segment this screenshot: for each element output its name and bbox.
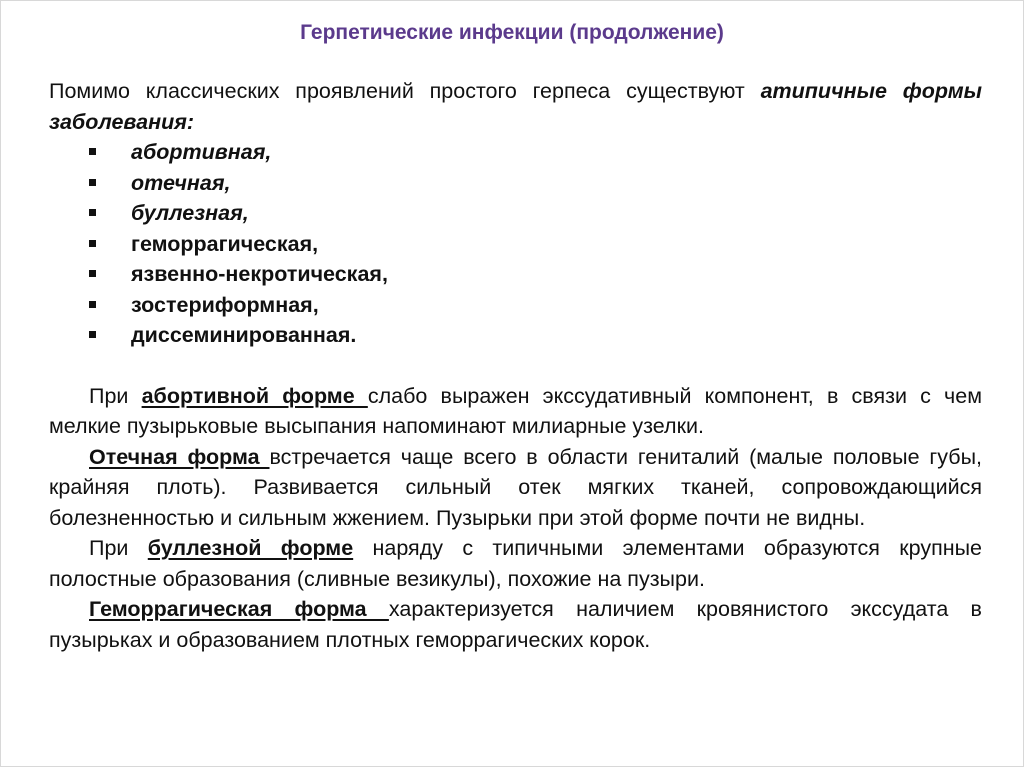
atypical-forms-list: [49, 137, 982, 351]
square-bullet-icon: [89, 301, 96, 308]
list-item: [49, 259, 982, 290]
spacer: [49, 351, 982, 381]
paragraph-lead: При: [89, 536, 148, 560]
list-item-label: буллезная,: [131, 201, 249, 225]
list-item: [49, 290, 982, 321]
paragraph-text: слабо выражен экссудативный компонент, в связи с чем мелкие пузырьковые высыпания напоминают милиарные узелки.: [49, 383, 982, 438]
slide-title: Герпетические инфекции (продолжение): [300, 21, 724, 44]
list-item-label: диссеминированная.: [131, 323, 357, 347]
bullous-form-paragraph: [49, 533, 982, 594]
list-item-label: абортивная,: [131, 140, 272, 164]
list-item-label: геморрагическая,: [131, 231, 319, 256]
square-bullet-icon: [89, 209, 96, 216]
abortive-form-term: абортивной форме: [141, 383, 368, 408]
list-item: [49, 168, 982, 199]
square-bullet-icon: [89, 240, 96, 247]
square-bullet-icon: [89, 179, 96, 186]
square-bullet-icon: [89, 331, 96, 338]
list-item-label: зостериформная,: [131, 292, 319, 317]
intro-text: Помимо классических проявлений простого герпеса существуют: [49, 79, 761, 103]
paragraph-text: наряду с типичными элементами образуются крупные полостные образования (сливные везикулы), похожие на пузыри.: [49, 536, 982, 591]
list-item: [49, 137, 982, 168]
square-bullet-icon: [89, 148, 96, 155]
list-item-label: язвенно-некротическая,: [131, 262, 388, 286]
abortive-form-paragraph: [49, 381, 982, 442]
edematous-form-term: Отечная форма: [89, 444, 270, 469]
paragraph-text: характеризуется наличием кровянистого экссудата в пузырьках и образованием плотных геморрагических корок.: [49, 597, 982, 652]
intro-paragraph: [49, 76, 982, 137]
edematous-form-paragraph: [49, 442, 982, 534]
hemorrhagic-form-paragraph: [49, 594, 982, 655]
paragraph-text: встречается чаще всего в области гениталий (малые половые губы, крайняя плоть). Развивается сильный отек мягких тканей, сопровождающийся болезненностью и сильным жжением. Пузырьки при этой форме почти не видны.: [49, 444, 982, 530]
paragraph-lead: При: [89, 383, 142, 408]
list-item: [49, 198, 982, 229]
hemorrhagic-form-term: Геморрагическая форма: [89, 597, 389, 621]
slide-content: [49, 76, 982, 655]
intro-emphasis: атипичные формы заболевания:: [49, 79, 982, 134]
list-item: [49, 229, 982, 260]
bullous-form-term: буллезной форме: [147, 536, 354, 560]
list-item: [49, 320, 982, 351]
square-bullet-icon: [89, 270, 96, 277]
list-item-label: отечная,: [131, 170, 231, 195]
